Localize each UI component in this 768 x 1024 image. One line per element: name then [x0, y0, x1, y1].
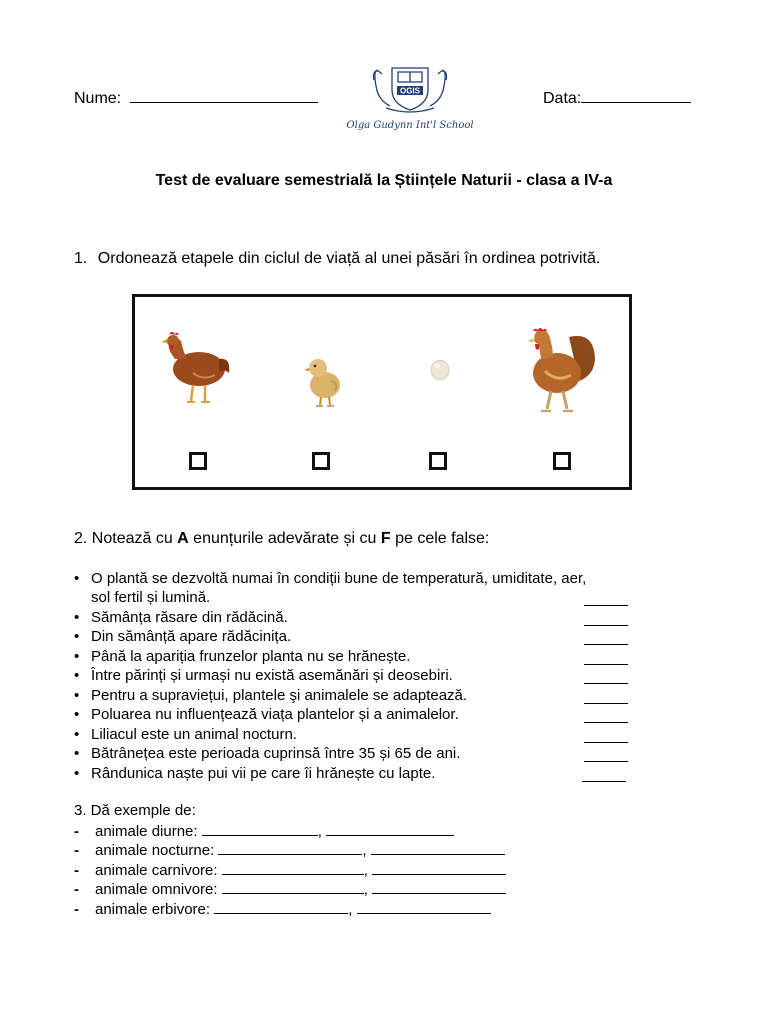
answer-blank[interactable] [584, 747, 628, 762]
logo-caption: Olga Gudynn Int'l School [346, 120, 474, 131]
statement-text: Liliacul este un animal nocturn. [91, 726, 297, 743]
q2-prompt [74, 530, 489, 548]
statement-text: O plantă se dezvoltă numai în condiții bune de temperatură, umiditate, aer, [91, 570, 587, 587]
bullet-icon: • [74, 726, 80, 743]
statement-item [74, 647, 674, 667]
bullet-icon: • [74, 765, 80, 782]
statement-item [74, 608, 674, 628]
order-checkbox-4[interactable] [553, 452, 571, 470]
statement-text: Rândunica naște pui vii pe care îi hrănește cu lapte. [91, 765, 436, 782]
statement-item [74, 686, 674, 706]
answer-blank[interactable] [584, 669, 628, 684]
answer-blank[interactable] [584, 728, 628, 743]
statement-item [74, 764, 674, 784]
statement-text: Bătrânețea este perioada cuprinsă între 35 și 65 de ani. [91, 745, 461, 762]
example-label: animale diurne: [95, 823, 198, 840]
statement-text: Din sămânță apare rădăcinița. [91, 628, 292, 645]
example-blank[interactable] [214, 900, 348, 914]
example-blank[interactable] [218, 841, 362, 855]
example-label: animale erbivore: [95, 901, 211, 918]
bullet-icon: • [74, 706, 80, 723]
q1-prompt [74, 250, 600, 268]
q2-false-marker: F [380, 530, 391, 547]
name-label: Nume: [74, 90, 122, 107]
chick-image [301, 353, 345, 409]
statement-item [74, 666, 674, 686]
order-checkbox-1[interactable] [189, 452, 207, 470]
rooster-image [523, 327, 599, 419]
bullet-icon: • [74, 667, 80, 684]
q2-middle: enunțurile adevărate și cu [188, 530, 381, 547]
dash-icon: - [74, 901, 79, 918]
answer-blank[interactable] [582, 767, 626, 782]
example-blank[interactable] [371, 841, 505, 855]
bullet-icon: • [74, 570, 80, 587]
date-field[interactable] [543, 88, 691, 108]
statement-item [74, 705, 674, 725]
statement-text: Între părinți și urmași nu există asemănări și deosebiri. [91, 667, 453, 684]
dash-icon: - [74, 881, 79, 898]
answer-blank[interactable] [584, 591, 628, 606]
statement-text: Pentru a supraviețui, plantele şi animalele se adaptează. [91, 687, 468, 704]
example-row: - animale erbivore: , [74, 900, 491, 920]
bullet-icon: • [74, 648, 80, 665]
bullet-icon: • [74, 687, 80, 704]
example-blank[interactable] [222, 880, 364, 894]
example-blank[interactable] [326, 822, 454, 836]
example-label: animale carnivore: [95, 862, 218, 879]
bird-lifecycle-box [132, 294, 632, 490]
order-checkbox-3[interactable] [429, 452, 447, 470]
badge-text: OGIS [399, 86, 421, 96]
order-checkbox-2[interactable] [312, 452, 330, 470]
statement-text-cont: sol fertil și lumină. [91, 589, 211, 606]
example-blank[interactable] [202, 822, 318, 836]
example-row: - animale carnivore: , [74, 861, 506, 881]
q2-true-marker: A [177, 530, 189, 547]
answer-blank[interactable] [584, 611, 628, 626]
date-label: Data: [543, 90, 582, 107]
name-field[interactable] [74, 88, 318, 108]
example-row: - animale omnivore: , [74, 880, 506, 900]
statement-text: Până la apariția frunzelor planta nu se hrănește. [91, 648, 411, 665]
bullet-icon: • [74, 628, 80, 645]
answer-blank[interactable] [584, 630, 628, 645]
crest-icon [342, 60, 478, 118]
example-label: animale nocturne: [95, 842, 215, 859]
statement-item [74, 569, 674, 609]
example-blank[interactable] [222, 861, 364, 875]
answer-blank[interactable] [584, 708, 628, 723]
example-row: - animale nocturne: , [74, 841, 505, 861]
statement-text: Poluarea nu influențează viața plantelor și a animalelor. [91, 706, 459, 723]
egg-image [427, 357, 453, 383]
example-blank[interactable] [372, 861, 506, 875]
hen-image [153, 329, 233, 411]
answer-blank[interactable] [584, 689, 628, 704]
q1-text: Ordonează etapele din ciclul de viață al unei păsări în ordinea potrivită. [97, 250, 601, 267]
example-blank[interactable] [372, 880, 506, 894]
q2-suffix: pe cele false: [390, 530, 490, 547]
dash-icon: - [74, 823, 79, 840]
name-blank[interactable] [130, 88, 318, 103]
q3-title: 3. Dă exemple de: [74, 802, 196, 819]
page-title: Test de evaluare semestrială la Științele Naturii - clasa a IV-a [155, 172, 613, 189]
dash-icon: - [74, 862, 79, 879]
q1-number: 1. [74, 250, 88, 267]
statement-text: Sămânța răsare din rădăcină. [91, 609, 288, 626]
q2-prefix: 2. Notează cu [74, 530, 178, 547]
school-logo [342, 60, 478, 138]
statement-item [74, 744, 674, 764]
answer-blank[interactable] [584, 650, 628, 665]
bullet-icon: • [74, 745, 80, 762]
example-label: animale omnivore: [95, 881, 218, 898]
date-blank[interactable] [581, 88, 691, 103]
example-blank[interactable] [357, 900, 491, 914]
statement-item [74, 627, 674, 647]
dash-icon: - [74, 842, 79, 859]
statement-item [74, 725, 674, 745]
bullet-icon: • [74, 609, 80, 626]
example-row: - animale diurne: , [74, 822, 454, 842]
